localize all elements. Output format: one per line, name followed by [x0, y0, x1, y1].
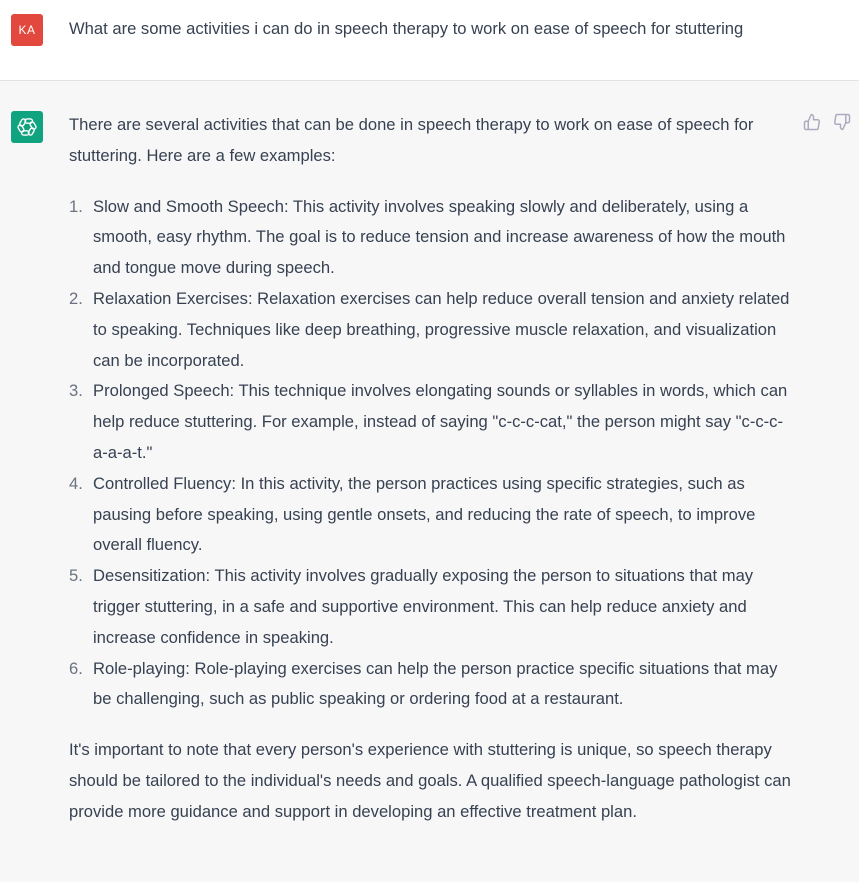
- user-avatar-initials: KA: [18, 23, 36, 37]
- list-item-number: 5.: [69, 566, 83, 586]
- user-message-row: [0, 0, 859, 81]
- list-item-number: 1.: [69, 196, 83, 216]
- activity-list: [69, 192, 791, 716]
- list-item-number: 3.: [69, 381, 83, 401]
- user-avatar: [11, 14, 43, 46]
- list-item-number: 4.: [69, 473, 83, 493]
- list-item: [69, 192, 791, 284]
- thumbs-up-icon: [803, 113, 821, 131]
- feedback-buttons: [803, 113, 851, 131]
- list-item: [69, 654, 791, 716]
- assistant-message-content: [69, 110, 791, 828]
- openai-logo-icon: [16, 116, 38, 138]
- thumbs-down-icon: [833, 113, 851, 131]
- list-item-text: Desensitization: This activity involves gradually exposing the person to situations that may trigger stuttering, in a safe and supportive environment. This can help reduce anxiety and increase confidence in speaking.: [93, 566, 754, 647]
- list-item: [69, 469, 791, 561]
- thumbs-down-button[interactable]: [833, 113, 851, 131]
- list-item: [69, 561, 791, 653]
- list-item-text: Slow and Smooth Speech: This activity involves speaking slowly and deliberately, using a smooth, easy rhythm. The goal is to reduce tension and increase awareness of how the mouth and tongue move during speech.: [93, 196, 786, 278]
- thumbs-up-button[interactable]: [803, 113, 821, 131]
- list-item-text: Prolonged Speech: This technique involves elongating sounds or syllables in words, which can help reduce stuttering. For example, instead of saying "c-c-c-cat," the person might say "c-c-c-a-a-a-t.": [93, 381, 788, 462]
- list-item-text: Relaxation Exercises: Relaxation exercises can help reduce overall tension and anxiety related to speaking. Techniques like deep breathing, progressive muscle relaxation, and visualization can be incorporated.: [93, 288, 790, 370]
- answer-conclusion: It's important to note that every person's experience with stuttering is unique, so speech therapy should be tailored to the individual's needs and goals. A qualified speech-language pathologist can provide more guidance and support in developing an effective treatment plan.: [69, 740, 791, 821]
- list-item-text: Controlled Fluency: In this activity, the person practices using specific strategies, such as pausing before speaking, using gentle onsets, and reducing the rate of speech, to improve overall fluency.: [93, 473, 756, 555]
- list-item: [69, 284, 791, 376]
- list-item-number: 6.: [69, 658, 83, 678]
- list-item: [69, 376, 791, 468]
- user-message-text: What are some activities i can do in speech therapy to work on ease of speech for stuttering: [69, 19, 744, 38]
- answer-intro: There are several activities that can be done in speech therapy to work on ease of speech for stuttering. Here are a few examples:: [69, 115, 754, 165]
- assistant-message-row: [0, 81, 859, 882]
- list-item-text: Role-playing: Role-playing exercises can help the person practice specific situations that may be challenging, such as public speaking or ordering food at a restaurant.: [93, 658, 778, 709]
- list-item-number: 2.: [69, 288, 83, 308]
- assistant-avatar: [11, 111, 43, 143]
